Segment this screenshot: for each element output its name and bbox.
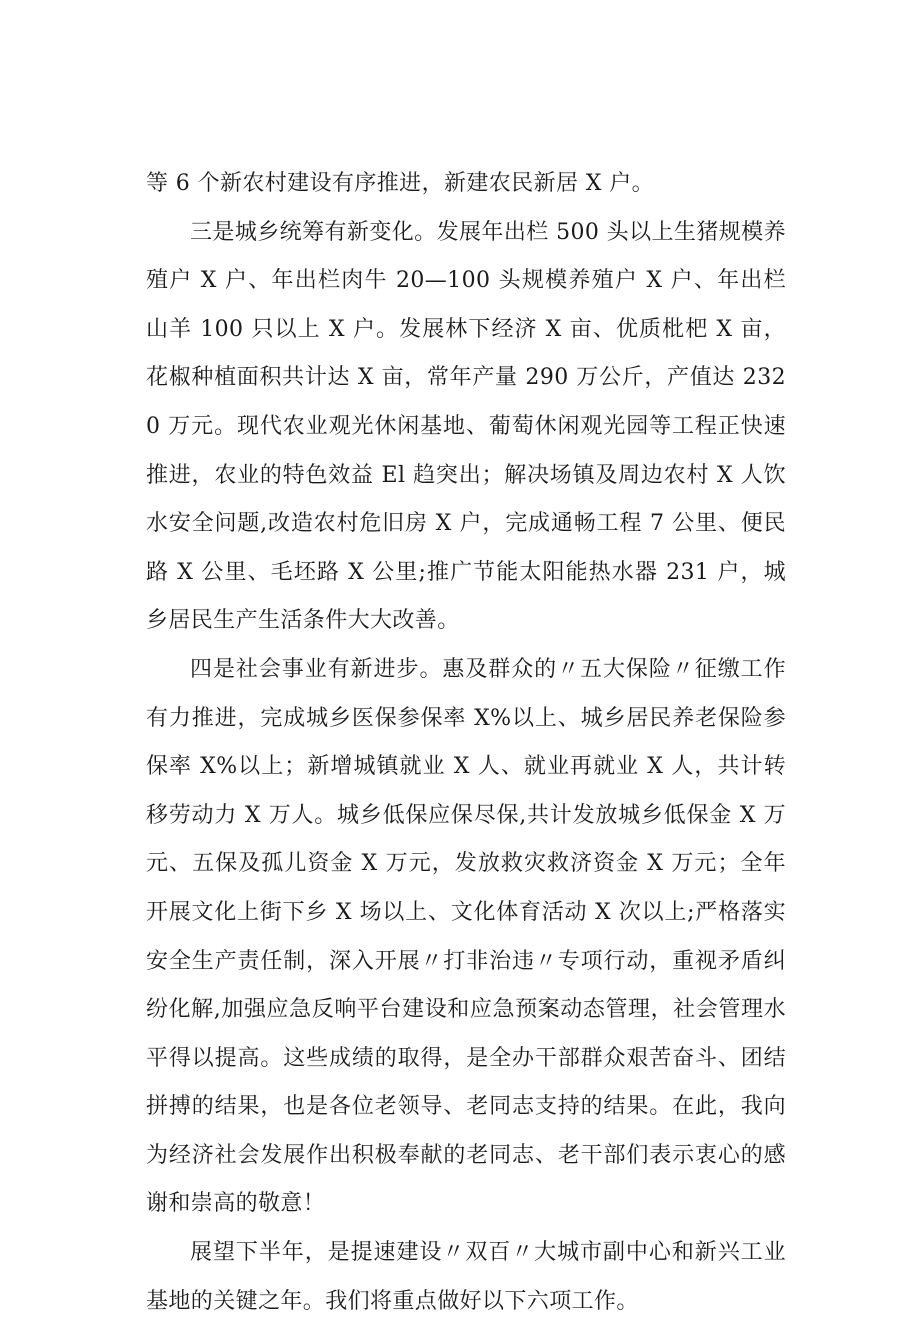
paragraph-outlook: 展望下半年，是提速建设〃双百〃大城市副中心和新兴工业基地的关键之年。我们将重点做好以下六项工作。 <box>146 1240 786 1314</box>
document-body <box>146 160 786 1326</box>
paragraph-urban-rural: 三是城乡统筹有新变化。发展年出栏 500 头以上生猪规模养殖户 X 户、年出栏肉牛 20—100 头规模养殖户 X 户、年出栏山羊 100 只以上 X 户。发展林下经济 X 亩、优质枇杷 X 亩，花椒种植面积共计达 X 亩，常年产量 290 万公斤，产值达 2320 万元。现代农业观光休闲基地、葡萄休闲观光园等工程正快速推进，农业的特色效益 El 趋突出；解决场镇及周边农村 X 人饮水安全问题,改造农村危旧房 X 户，完成通畅工程 7 公里、便民路 X 公里、毛坯路 X 公里;推广节能太阳能热水器 231 户，城乡居民生产生活条件大大改善。 <box>146 219 786 634</box>
paragraph-continuation: 等 6 个新农村建设有序推进，新建农民新居 X 户。 <box>146 171 655 196</box>
paragraph-social-affairs: 四是社会事业有新进步。惠及群众的〃五大保险〃征缴工作有力推进，完成城乡医保参保率 X%以上、城乡居民养老保险参保率 X%以上；新增城镇就业 X 人、就业再就业 X 人，共计转移劳动力 X 万人。城乡低保应保尽保,共计发放城乡低保金 X 万元、五保及孤儿资金 X 万元，发放救灾救济资金 X 万元；全年开展文化上街下乡 X 场以上、文化体育活动 X 次以上;严格落实安全生产责任制，深入开展〃打非治违〃专项行动，重视矛盾纠纷化解,加强应急反响平台建设和应急预案动态管理，社会管理水平得以提高。这些成绩的取得，是全办干部群众艰苦奋斗、团结拼搏的结果，也是各位老领导、老同志支持的结果。在此，我向为经济社会发展作出积极奉献的老同志、老干部们表示衷心的感谢和崇高的敬意！ <box>146 656 786 1217</box>
